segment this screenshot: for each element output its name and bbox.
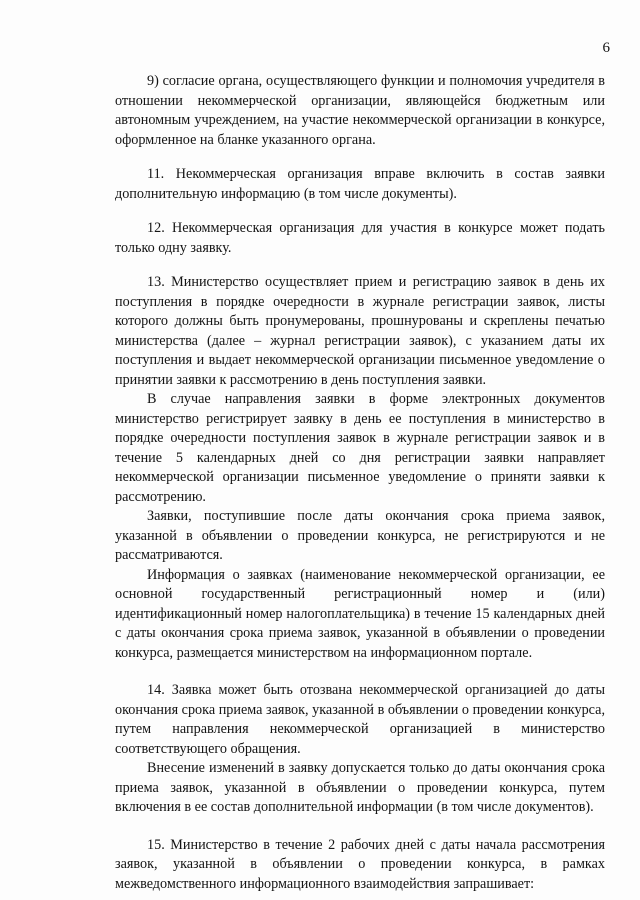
paragraph-item-9: 9) согласие органа, осуществляющего функции и полномочия учредителя в отношении некоммерческой организации, являющейся бюджетным или автономным учреждением, на участие некоммерческой организации в конкурсе, оформленное на бланке указанного органа. <box>115 73 605 148</box>
paragraph-13: 13. Министерство осуществляет прием и регистрацию заявок в день их поступления в порядке очередности в журнале регистрации заявок, листы которого должны быть пронумерованы, прошнурованы и скреплены печатью министерства (далее – журнал регистрации заявок), с указанием даты их поступления и выдает некоммерческой организации письменное уведомление о принятии заявки к рассмотрению в день поступления заявки. <box>115 274 605 388</box>
paragraph-11: 11. Некоммерческая организация вправе включить в состав заявки дополнительную информацию (в том числе документы). <box>115 166 605 202</box>
paragraph-13-electronic: В случае направления заявки в форме электронных документов министерство регистрирует заявку в день ее поступления в министерство в порядке очередности поступления заявок в журнале регистрации заявок и в течение 5 календарных дней со дня регистрации заявки направляет некоммерческой организации письменное уведомление о приняти заявки к рассмотрению. <box>115 391 605 505</box>
paragraph-13-late-applications: Заявки, поступившие после даты окончания срока приема заявок, указанной в объявлении о проведении конкурса, не регистрируются и не рассматриваются. <box>115 508 605 563</box>
document-body <box>115 72 605 894</box>
paragraph-13-information: Информация о заявках (наименование некоммерческой организации, ее основной государственный регистрационный номер и (или) идентификационный номер налогоплательщика) в течение 15 календарных дней с даты окончания срока приема заявок, указанной в объявлении о проведении конкурса, размещается министерством на информационном портале. <box>115 566 605 661</box>
page-number: 6 <box>602 40 610 56</box>
paragraph-14: 14. Заявка может быть отозвана некоммерческой организацией до даты окончания срока приема заявок, указанной в объявлении о проведении конкурса, путем направления некоммерческой организацией в министерство соответствующего обращения. <box>115 682 605 757</box>
paragraph-15: 15. Министерство в течение 2 рабочих дней с даты начала рассмотрения заявок, указанной в объявлении о проведении конкурса, в рамках межведомственного информационного взаимодействия запрашивает: <box>115 836 605 892</box>
paragraph-14-changes: Внесение изменений в заявку допускается только до даты окончания срока приема заявок, указанной в объявлении о проведении конкурса, путем включения в ее состав дополнительной информации (в том числе документов). <box>115 760 605 815</box>
paragraph-12: 12. Некоммерческая организация для участия в конкурсе может подать только одну заявку. <box>115 220 605 256</box>
